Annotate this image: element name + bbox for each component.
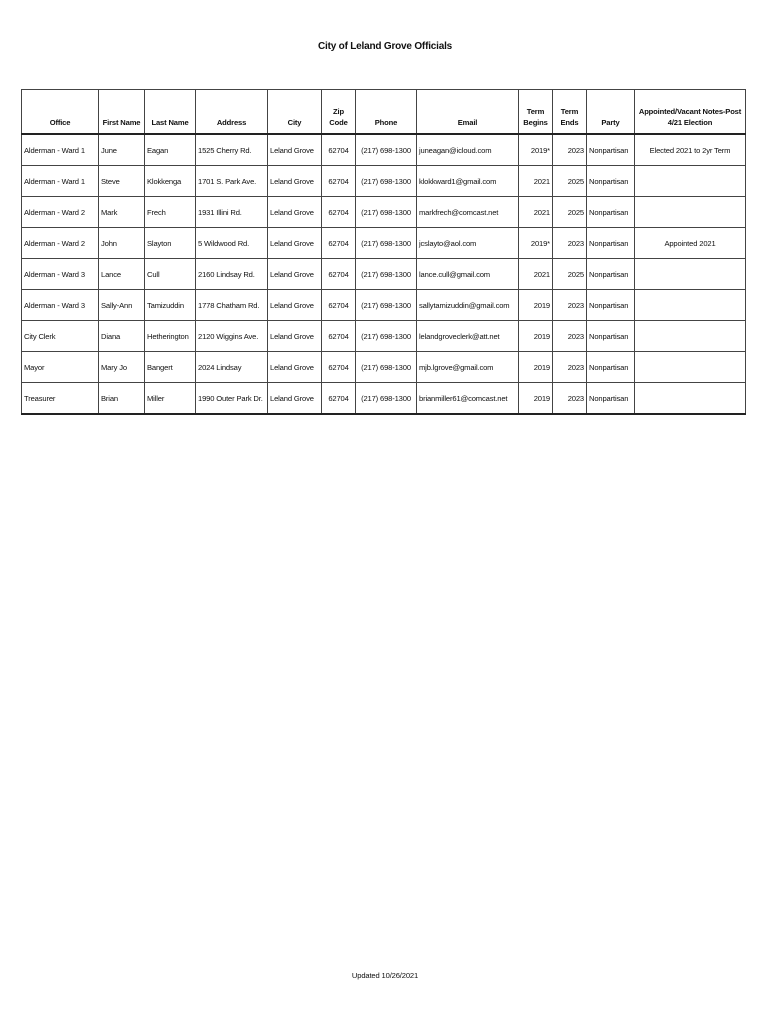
- first-name-cell: Diana: [99, 321, 145, 352]
- zip-cell: 62704: [322, 290, 356, 321]
- first-name-cell: Mary Jo: [99, 352, 145, 383]
- office-cell: Mayor: [22, 352, 99, 383]
- term-begins-cell: 2019: [519, 352, 553, 383]
- party-cell: Nonpartisan: [587, 228, 635, 259]
- address-cell: 1990 Outer Park Dr.: [196, 383, 268, 415]
- updated-date: Updated 10/26/2021: [351, 971, 419, 980]
- first-name-cell: June: [99, 134, 145, 166]
- address-cell: 1525 Cherry Rd.: [196, 134, 268, 166]
- city-cell: Leland Grove: [268, 134, 322, 166]
- email-cell: mjb.lgrove@gmail.com: [417, 352, 519, 383]
- term-begins-cell: 2021: [519, 197, 553, 228]
- column-header-city: City: [268, 90, 322, 135]
- column-header-phone: Phone: [356, 90, 417, 135]
- city-cell: Leland Grove: [268, 383, 322, 415]
- last-name-cell: Slayton: [145, 228, 196, 259]
- last-name-cell: Cull: [145, 259, 196, 290]
- table-row: [22, 321, 746, 352]
- zip-cell: 62704: [322, 352, 356, 383]
- column-header-office: Office: [22, 90, 99, 135]
- city-cell: Leland Grove: [268, 228, 322, 259]
- table-row: [22, 259, 746, 290]
- phone-cell: (217) 698-1300: [356, 352, 417, 383]
- zip-cell: 62704: [322, 383, 356, 415]
- office-cell: Alderman - Ward 1: [22, 134, 99, 166]
- city-cell: Leland Grove: [268, 197, 322, 228]
- office-cell: Alderman - Ward 1: [22, 166, 99, 197]
- term-begins-cell: 2019*: [519, 228, 553, 259]
- first-name-cell: Steve: [99, 166, 145, 197]
- phone-cell: (217) 698-1300: [356, 321, 417, 352]
- column-header-last-name: Last Name: [145, 90, 196, 135]
- last-name-cell: Bangert: [145, 352, 196, 383]
- notes-cell: [635, 259, 746, 290]
- term-begins-cell: 2019: [519, 321, 553, 352]
- term-ends-cell: 2023: [553, 321, 587, 352]
- notes-cell: [635, 352, 746, 383]
- email-cell: sallytamizuddin@gmail.com: [417, 290, 519, 321]
- table-row: [22, 166, 746, 197]
- table-row: [22, 228, 746, 259]
- address-cell: 5 Wildwood Rd.: [196, 228, 268, 259]
- party-cell: Nonpartisan: [587, 383, 635, 415]
- table-row: [22, 352, 746, 383]
- table-row: [22, 383, 746, 415]
- address-cell: 2120 Wiggins Ave.: [196, 321, 268, 352]
- city-cell: Leland Grove: [268, 352, 322, 383]
- last-name-cell: Tamizuddin: [145, 290, 196, 321]
- zip-cell: 62704: [322, 166, 356, 197]
- column-header-address: Address: [196, 90, 268, 135]
- page-title: City of Leland Grove Officials: [317, 41, 453, 52]
- city-cell: Leland Grove: [268, 321, 322, 352]
- term-begins-cell: 2019*: [519, 134, 553, 166]
- office-cell: Alderman - Ward 3: [22, 259, 99, 290]
- first-name-cell: John: [99, 228, 145, 259]
- zip-cell: 62704: [322, 197, 356, 228]
- phone-cell: (217) 698-1300: [356, 166, 417, 197]
- term-begins-cell: 2021: [519, 259, 553, 290]
- column-header-party: Party: [587, 90, 635, 135]
- party-cell: Nonpartisan: [587, 290, 635, 321]
- officials-table: [21, 89, 746, 415]
- email-cell: lance.cull@gmail.com: [417, 259, 519, 290]
- last-name-cell: Klokkenga: [145, 166, 196, 197]
- phone-cell: (217) 698-1300: [356, 228, 417, 259]
- term-ends-cell: 2023: [553, 383, 587, 415]
- city-cell: Leland Grove: [268, 290, 322, 321]
- term-begins-cell: 2019: [519, 290, 553, 321]
- address-cell: 1931 Illini Rd.: [196, 197, 268, 228]
- term-ends-cell: 2025: [553, 166, 587, 197]
- column-header-first-name: First Name: [99, 90, 145, 135]
- notes-cell: [635, 197, 746, 228]
- phone-cell: (217) 698-1300: [356, 383, 417, 415]
- column-header-term-ends: Term Ends: [553, 90, 587, 135]
- party-cell: Nonpartisan: [587, 134, 635, 166]
- city-cell: Leland Grove: [268, 166, 322, 197]
- email-cell: brianmiller61@comcast.net: [417, 383, 519, 415]
- party-cell: Nonpartisan: [587, 259, 635, 290]
- column-header-zip: Zip Code: [322, 90, 356, 135]
- notes-cell: [635, 321, 746, 352]
- phone-cell: (217) 698-1300: [356, 290, 417, 321]
- first-name-cell: Mark: [99, 197, 145, 228]
- term-begins-cell: 2021: [519, 166, 553, 197]
- email-cell: markfrech@comcast.net: [417, 197, 519, 228]
- table-row: [22, 134, 746, 166]
- column-header-notes: Appointed/Vacant Notes-Post 4/21 Election: [635, 90, 746, 135]
- party-cell: Nonpartisan: [587, 352, 635, 383]
- phone-cell: (217) 698-1300: [356, 134, 417, 166]
- party-cell: Nonpartisan: [587, 166, 635, 197]
- notes-cell: [635, 166, 746, 197]
- table-row: [22, 197, 746, 228]
- first-name-cell: Sally-Ann: [99, 290, 145, 321]
- address-cell: 1778 Chatham Rd.: [196, 290, 268, 321]
- email-cell: lelandgroveclerk@att.net: [417, 321, 519, 352]
- term-ends-cell: 2025: [553, 259, 587, 290]
- zip-cell: 62704: [322, 259, 356, 290]
- term-ends-cell: 2025: [553, 197, 587, 228]
- term-ends-cell: 2023: [553, 290, 587, 321]
- phone-cell: (217) 698-1300: [356, 259, 417, 290]
- email-cell: jcslayto@aol.com: [417, 228, 519, 259]
- column-header-term-begins: Term Begins: [519, 90, 553, 135]
- notes-cell: Appointed 2021: [635, 228, 746, 259]
- zip-cell: 62704: [322, 228, 356, 259]
- office-cell: Alderman - Ward 2: [22, 228, 99, 259]
- term-ends-cell: 2023: [553, 228, 587, 259]
- table-header-row: [22, 90, 746, 135]
- notes-cell: [635, 383, 746, 415]
- address-cell: 2024 Lindsay: [196, 352, 268, 383]
- notes-cell: Elected 2021 to 2yr Term: [635, 134, 746, 166]
- last-name-cell: Frech: [145, 197, 196, 228]
- address-cell: 2160 Lindsay Rd.: [196, 259, 268, 290]
- last-name-cell: Miller: [145, 383, 196, 415]
- phone-cell: (217) 698-1300: [356, 197, 417, 228]
- term-ends-cell: 2023: [553, 352, 587, 383]
- email-cell: klokkward1@gmail.com: [417, 166, 519, 197]
- first-name-cell: Lance: [99, 259, 145, 290]
- party-cell: Nonpartisan: [587, 197, 635, 228]
- first-name-cell: Brian: [99, 383, 145, 415]
- zip-cell: 62704: [322, 321, 356, 352]
- column-header-email: Email: [417, 90, 519, 135]
- city-cell: Leland Grove: [268, 259, 322, 290]
- office-cell: Treasurer: [22, 383, 99, 415]
- office-cell: City Clerk: [22, 321, 99, 352]
- zip-cell: 62704: [322, 134, 356, 166]
- notes-cell: [635, 290, 746, 321]
- term-begins-cell: 2019: [519, 383, 553, 415]
- address-cell: 1701 S. Park Ave.: [196, 166, 268, 197]
- term-ends-cell: 2023: [553, 134, 587, 166]
- table-row: [22, 290, 746, 321]
- party-cell: Nonpartisan: [587, 321, 635, 352]
- last-name-cell: Hetherington: [145, 321, 196, 352]
- last-name-cell: Eagan: [145, 134, 196, 166]
- office-cell: Alderman - Ward 3: [22, 290, 99, 321]
- email-cell: juneagan@icloud.com: [417, 134, 519, 166]
- office-cell: Alderman - Ward 2: [22, 197, 99, 228]
